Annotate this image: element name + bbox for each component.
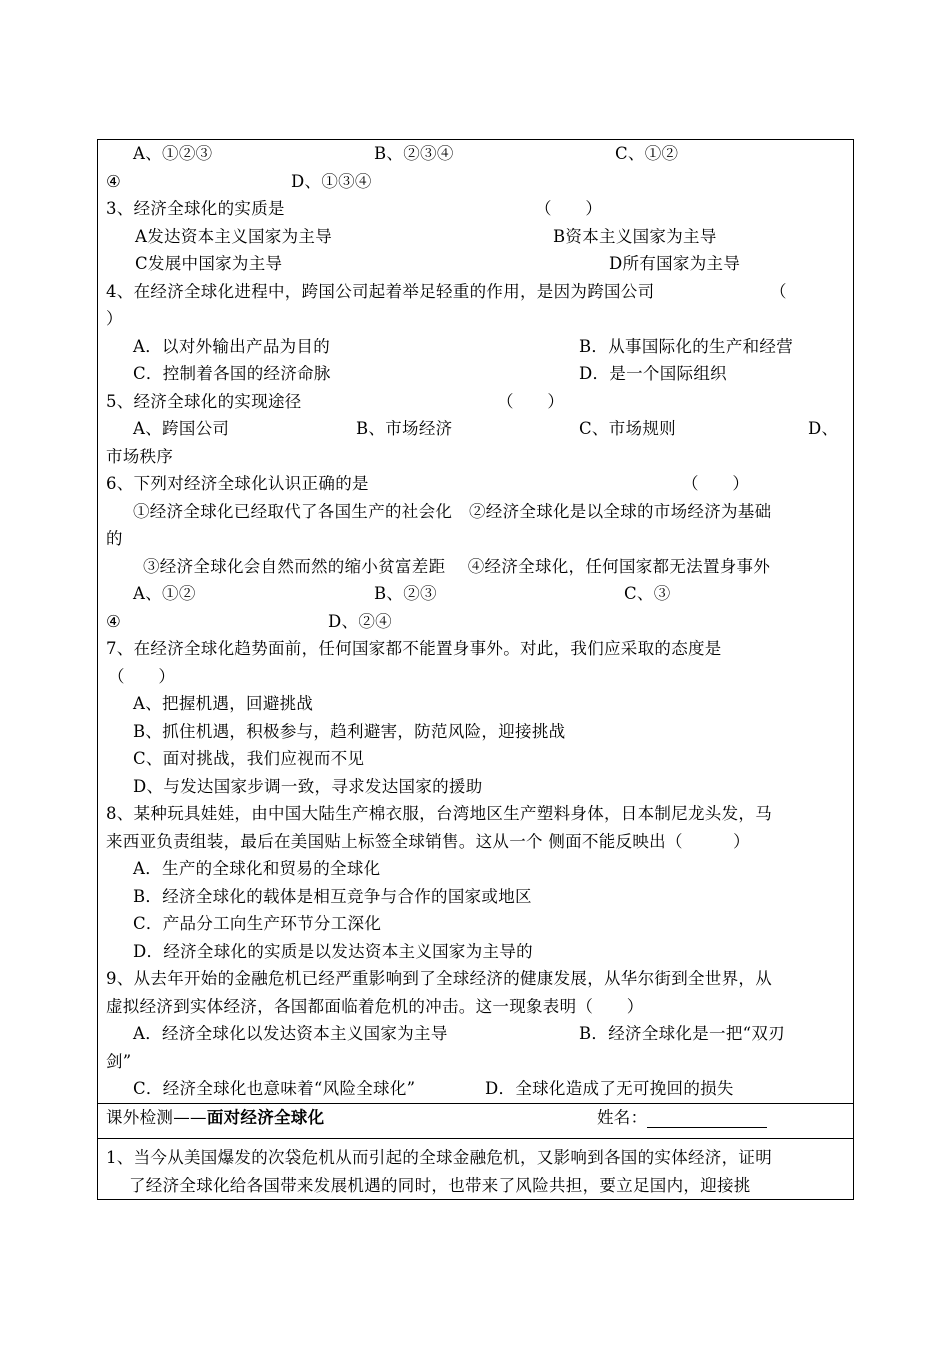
option-b: B资本主义国家为主导	[553, 227, 717, 246]
answer-paren: （ ）	[497, 392, 565, 411]
option-b: B、②③④	[374, 144, 454, 163]
option-a: A．生产的全球化和贸易的全球化	[133, 859, 381, 878]
statement-line: ①经济全球化已经取代了各国生产的社会化 ②经济全球化是以全球的市场经济为基础	[133, 502, 772, 521]
option-c: C．经济全球化也意味着“风险全球化”	[133, 1079, 416, 1098]
option-a: A发达资本主义国家为主导	[135, 227, 333, 246]
option-b: B、②③	[374, 584, 437, 603]
option-d: D、②④	[328, 612, 392, 631]
answer-paren: （ ）	[108, 667, 176, 686]
divider-line	[98, 1138, 853, 1139]
divider-line	[98, 1103, 853, 1104]
section-title-bold: 面对经济全球化	[206, 1108, 325, 1127]
option-d-continued: 市场秩序	[106, 447, 174, 466]
option-a: A、把握机遇，回避挑战	[133, 694, 314, 713]
option-b: B．经济全球化的载体是相互竞争与合作的国家或地区	[133, 887, 532, 906]
question-stem-continued: 了经济全球化给各国带来发展机遇的同时，也带来了风险共担，要立足国内，迎接挑	[129, 1176, 751, 1195]
option-c: C．产品分工向生产环节分工深化	[133, 914, 382, 933]
option-c: C、市场规则	[579, 419, 676, 438]
question-stem: 8、某种玩具娃娃，由中国大陆生产棉衣服，台湾地区生产塑料身体，日本制尼龙头发，马	[106, 804, 772, 823]
name-blank[interactable]	[647, 1111, 767, 1128]
option-c-continued: ④	[106, 172, 122, 191]
option-a: A．以对外输出产品为目的	[133, 337, 331, 356]
name-field[interactable]	[597, 1108, 767, 1128]
answer-paren: （ ）	[535, 199, 603, 218]
question-stem: 5、经济全球化的实现途径	[106, 392, 302, 411]
option-d: D、	[808, 419, 839, 438]
question-stem: 4、在经济全球化进程中，跨国公司起着举足轻重的作用，是因为跨国公司	[106, 282, 655, 301]
answer-paren-close: ）	[106, 309, 123, 328]
question-stem-continued: 来西亚负责组装，最后在美国贴上标签全球销售。这从一个 侧面不能反映出（ ）	[106, 832, 750, 851]
option-c-continued: ④	[106, 612, 122, 631]
statement-line-continued: 的	[106, 529, 123, 548]
option-b-continued: 剑”	[106, 1052, 132, 1071]
option-b: B、抓住机遇，积极参与，趋利避害，防范风险，迎接挑战	[133, 722, 566, 741]
option-d: D、与发达国家步调一致，寻求发达国家的援助	[133, 777, 483, 796]
option-c: C．控制着各国的经济命脉	[133, 364, 331, 383]
section-title-prefix: 课外检测——	[106, 1108, 207, 1127]
question-stem: 3、经济全球化的实质是	[106, 199, 285, 218]
question-stem: 6、下列对经济全球化认识正确的是	[106, 474, 369, 493]
option-d: D．是一个国际组织	[579, 364, 727, 383]
option-c: C、面对挑战，我们应视而不见	[133, 749, 365, 768]
option-c: C、①②	[615, 144, 679, 163]
option-b: B．经济全球化是一把“双刃	[579, 1024, 785, 1043]
option-d: D、①③④	[291, 172, 372, 191]
section-title	[106, 1108, 324, 1128]
option-d: D．经济全球化的实质是以发达资本主义国家为主导的	[133, 942, 533, 961]
question-stem: 9、从去年开始的金融危机已经严重影响到了全球经济的健康发展，从华尔街到全世界，从	[106, 969, 772, 988]
statement-line: ③经济全球化会自然而然的缩小贫富差距 ④经济全球化，任何国家都无法置身事外	[143, 557, 771, 576]
name-label: 姓名：	[597, 1108, 648, 1127]
option-d: D．全球化造成了无可挽回的损失	[485, 1079, 734, 1098]
option-a: A．经济全球化以发达资本主义国家为主导	[133, 1024, 448, 1043]
option-c: C发展中国家为主导	[135, 254, 283, 273]
option-d: D所有国家为主导	[609, 254, 741, 273]
option-c: C、③	[624, 584, 671, 603]
option-b: B、市场经济	[356, 419, 453, 438]
answer-paren-open: （	[770, 282, 787, 301]
question-stem: 1、当今从美国爆发的次袋危机从而引起的全球金融危机，又影响到各国的实体经济，证明	[106, 1148, 772, 1167]
question-stem-continued: 虚拟经济到实体经济，各国都面临着危机的冲击。这一现象表明（ ）	[106, 997, 644, 1016]
option-b: B．从事国际化的生产和经营	[579, 337, 794, 356]
option-a: A、跨国公司	[133, 419, 230, 438]
option-a: A、①②	[133, 584, 196, 603]
option-a: A、①②③	[133, 144, 213, 163]
question-stem: 7、在经济全球化趋势面前，任何国家都不能置身事外。对此，我们应采取的态度是	[106, 639, 722, 658]
answer-paren: （ ）	[682, 474, 750, 493]
